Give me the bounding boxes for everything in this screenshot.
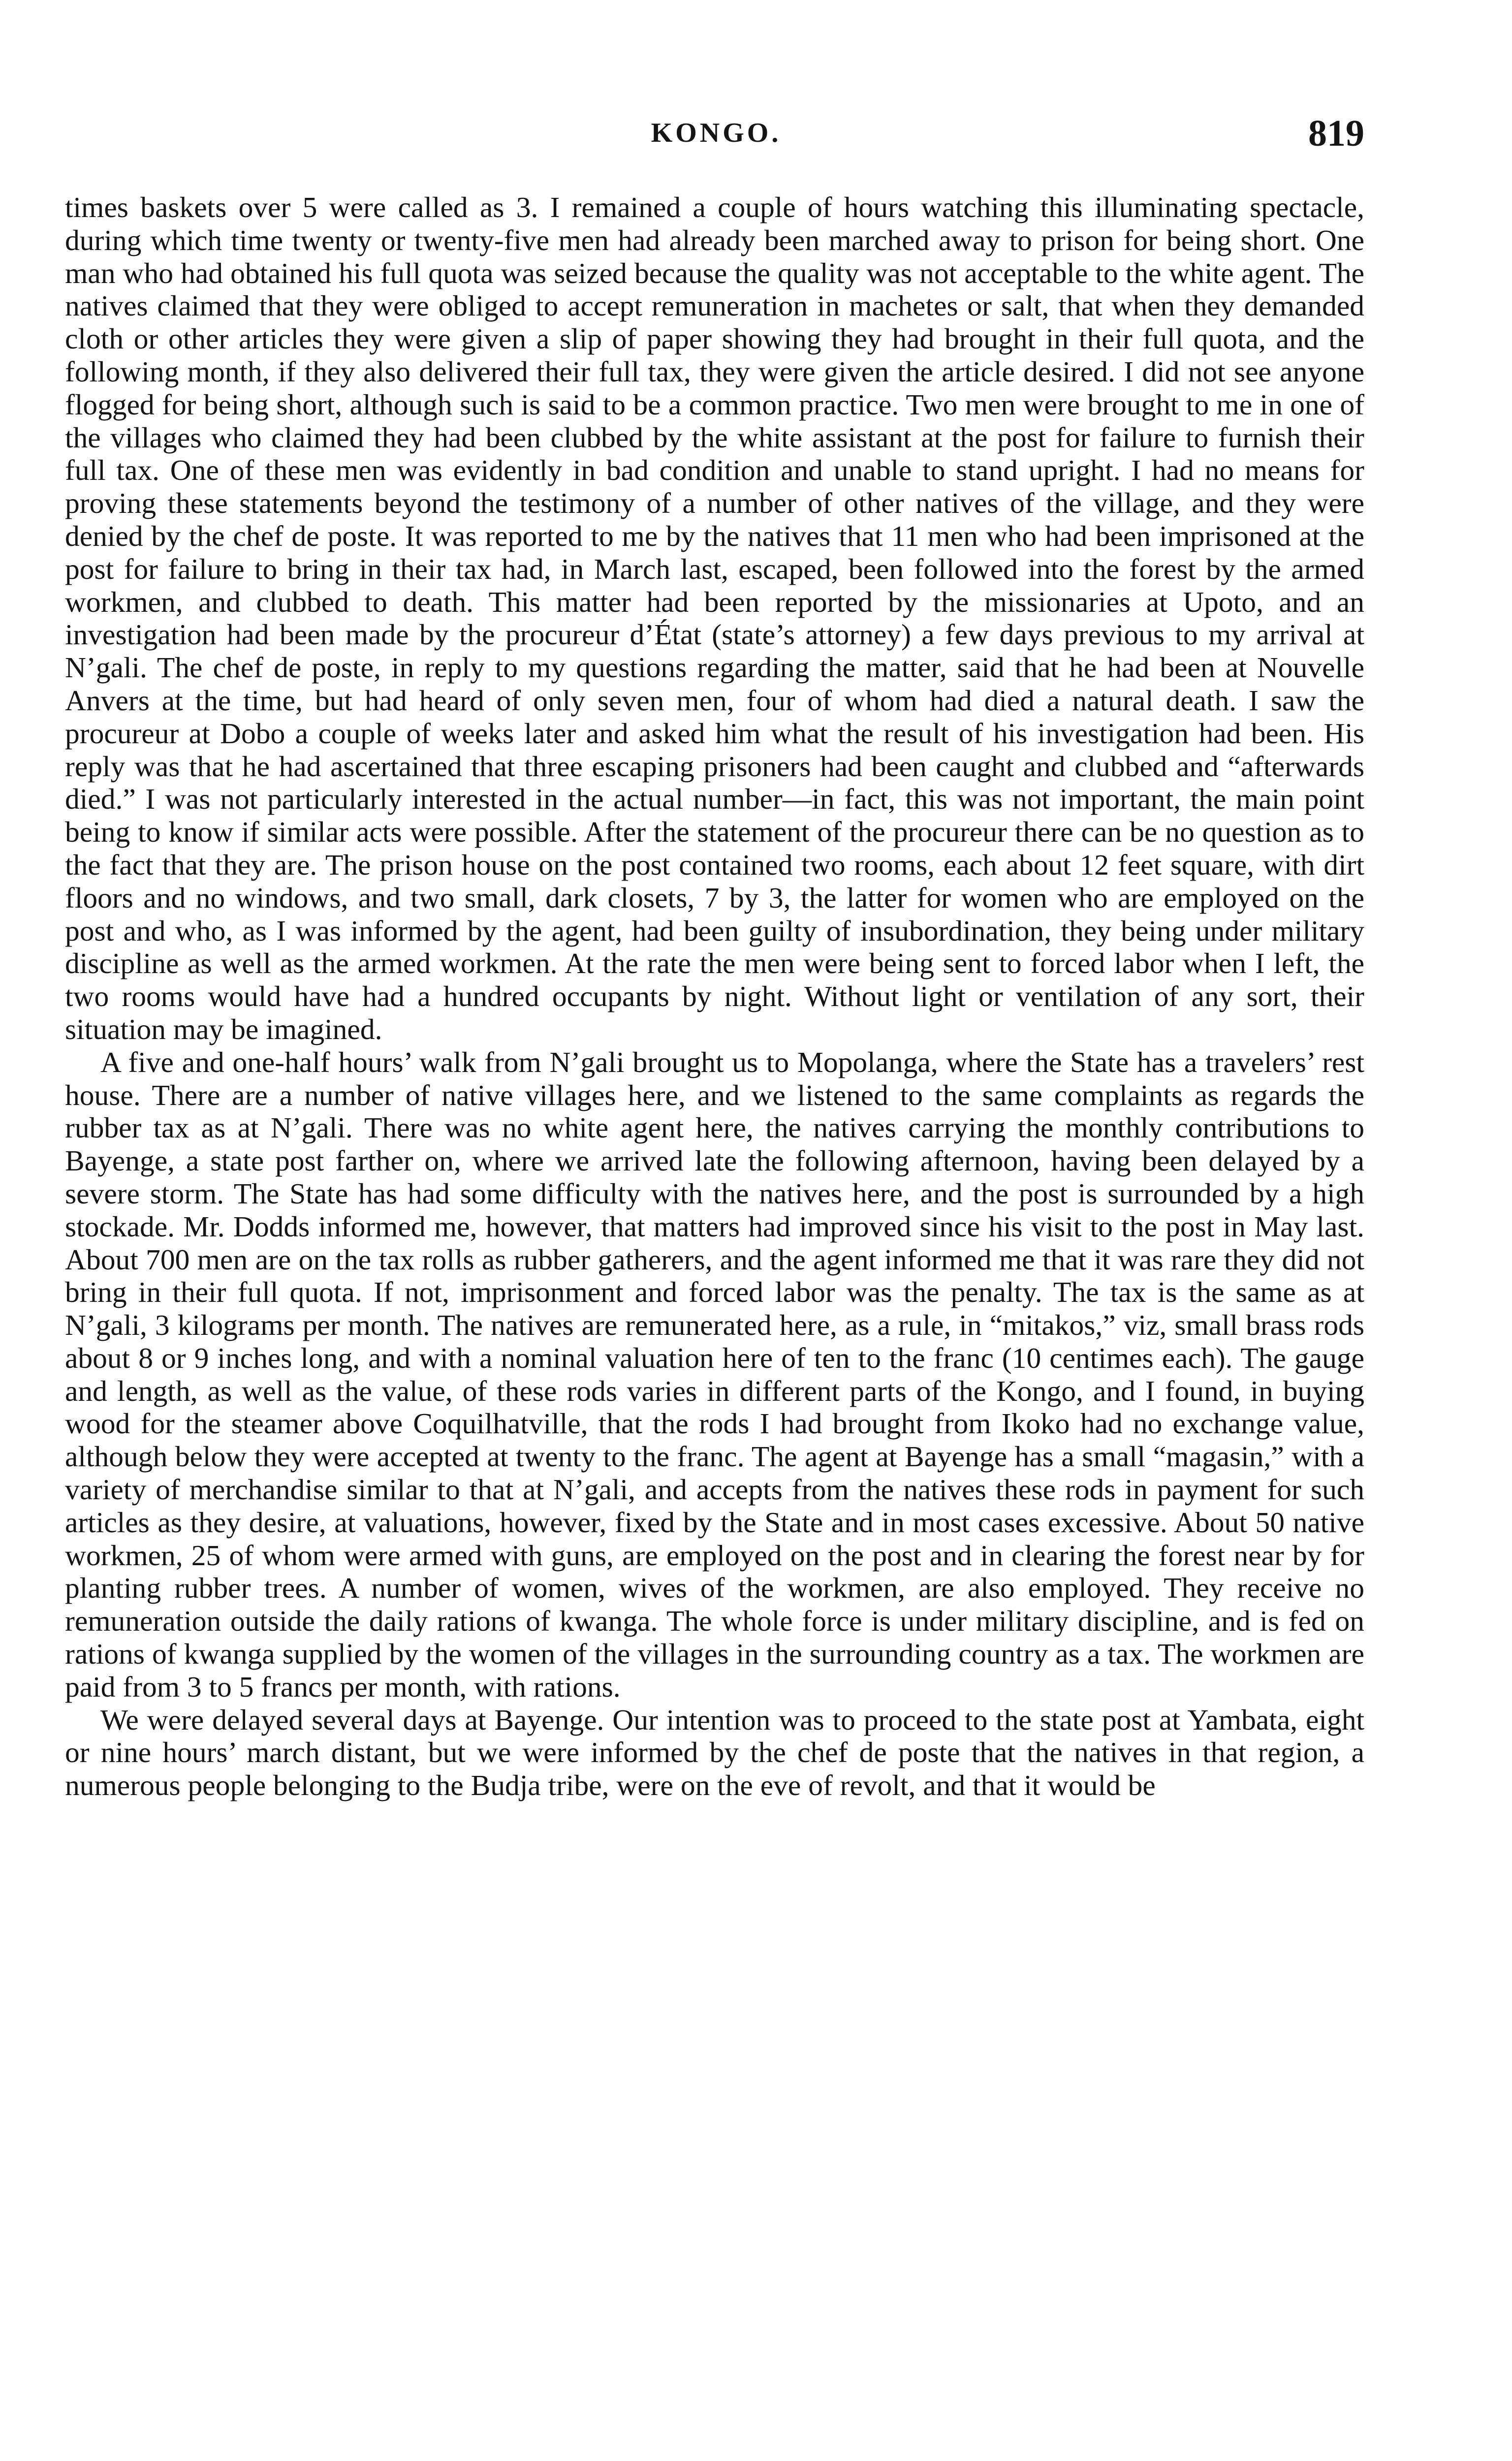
running-head [68,112,1364,157]
body-text [65,191,1364,1802]
paragraph-bayenge-delay: We were delayed several days at Bayenge. Our intention was to proceed to the state post at Yambata, eight or nine hours’ march distant, but we were informed by the chef de poste that the natives in that region, a numerous people belonging to the Budja tribe, were on the eve of revolt, and that it would be [65,1703,1364,1802]
running-title: KONGO. [651,118,782,148]
paragraph-continuation: times baskets over 5 were called as 3. I remained a couple of hours watching this illuminating spectacle, during which time twenty or twenty-five men had already been marched away to prison for being short. One man who had obtained his full quota was seized because the quality was not acceptable to the white agent. The natives claimed that they were obliged to accept remuneration in machetes or salt, that when they demanded cloth or other articles they were given a slip of paper showing they had brought in their full quota, and the following month, if they also delivered their full tax, they were given the article desired. I did not see anyone flogged for being short, although such is said to be a common practice. Two men were brought to me in one of the villages who claimed they had been clubbed by the white assistant at the post for failure to furnish their full tax. One of these men was evidently in bad condition and unable to stand upright. I had no means for proving these statements beyond the testimony of a number of other natives of the village, and they were denied by the chef de poste. It was reported to me by the natives that 11 men who had been imprisoned at the post for failure to bring in their tax had, in March last, escaped, been followed into the forest by the armed workmen, and clubbed to death. This matter had been reported by the missionaries at Upoto, and an investigation had been made by the procureur d’État (state’s attorney) a few days previous to my arrival at N’gali. The chef de poste, in reply to my questions regarding the matter, said that he had been at Nouvelle Anvers at the time, but had heard of only seven men, four of whom had died a natural death. I saw the procureur at Dobo a couple of weeks later and asked him what the result of his investigation had been. His reply was that he had ascertained that three escaping prisoners had been caught and clubbed and “afterwards died.” I was not particularly interested in the actual number—in fact, this was not important, the main point being to know if similar acts were possible. After the statement of the procureur there can be no question as to the fact that they are. The prison house on the post contained two rooms, each about 12 feet square, with dirt floors and no windows, and two small, dark closets, 7 by 3, the latter for women who are employed on the post and who, as I was informed by the agent, had been guilty of insubordination, they being under military discipline as well as the armed workmen. At the rate the men were being sent to forced labor when I left, the two rooms would have had a hundred occupants by night. Without light or ventilation of any sort, their situation may be imagined. [65,191,1364,1045]
paragraph-mopolanga: A five and one-half hours’ walk from N’gali brought us to Mopolanga, where the State has a travelers’ rest house. There are a number of native villages here, and we listened to the same complaints as regards the rubber tax as at N’gali. There was no white agent here, the natives carrying the monthly contributions to Bayenge, a state post farther on, where we arrived late the following afternoon, having been delayed by a severe storm. The State has had some difficulty with the natives here, and the post is surrounded by a high stockade. Mr. Dodds informed me, however, that matters had improved since his visit to the post in May last. About 700 men are on the tax rolls as rubber gatherers, and the agent informed me that it was rare they did not bring in their full quota. If not, imprisonment and forced labor was the penalty. The tax is the same as at N’gali, 3 kilograms per month. The natives are remunerated here, as a rule, in “mitakos,” viz, small brass rods about 8 or 9 inches long, and with a nominal valuation here of ten to the franc (10 centimes each). The gauge and length, as well as the value, of these rods varies in different parts of the Kongo, and I found, in buying wood for the steamer above Coquilhatville, that the rods I had brought from Ikoko had no exchange value, although below they were accepted at twenty to the franc. The agent at Bayenge has a small “magasin,” with a variety of merchandise similar to that at N’gali, and accepts from the natives these rods in payment for such articles as they desire, at valuations, however, fixed by the State and in most cases excessive. About 50 native workmen, 25 of whom were armed with guns, are employed on the post and in clearing the forest near by for planting rubber trees. A number of women, wives of the workmen, are also employed. They receive no remuneration outside the daily rations of kwanga. The whole force is under military discipline, and is fed on rations of kwanga supplied by the women of the villages in the surrounding country as a tax. The workmen are paid from 3 to 5 francs per month, with rations. [65,1045,1364,1703]
page-number: 819 [1308,113,1364,154]
